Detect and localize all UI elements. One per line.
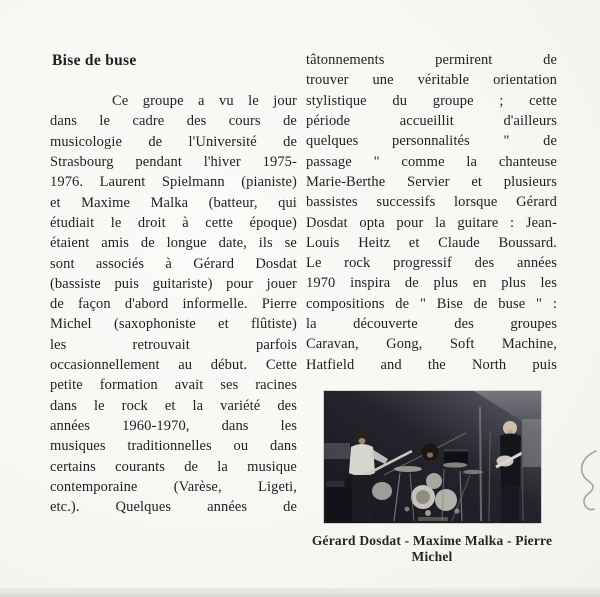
text-line: Caravan, Gong, Soft Machine, — [306, 336, 557, 353]
text-line: tâtonnements permirent de — [306, 52, 557, 68]
scan-artifact-squiggle — [576, 448, 600, 514]
text-line: dans le cadre des cours de — [50, 113, 297, 130]
left-text-column — [50, 93, 297, 520]
text-line: trouver une véritable orientation — [306, 72, 557, 89]
text-line: étudiait le droit à cette époque) — [50, 214, 297, 231]
scan-bottom-band — [0, 588, 600, 597]
text-line: certains courants de la musique — [50, 458, 297, 475]
text-line: etc.). Quelques années de — [50, 499, 297, 516]
text-line: petite formation avait ses racines — [50, 377, 297, 394]
text-line: Strasbourg pendant l'hiver 1975- — [50, 153, 297, 170]
text-line: les retrouvait parfois — [50, 336, 297, 353]
text-line: contemporaine (Varèse, Ligeti, — [50, 478, 297, 495]
text-line: (bassiste puis guitariste) pour jouer — [50, 275, 297, 292]
text-line: passage " comme la chanteuse — [306, 153, 557, 170]
page-title: Bise de buse — [52, 52, 137, 69]
photo-caption: Gérard Dosdat - Maxime Malka - Pierre Michel — [311, 533, 553, 564]
text-line: de façon d'abord informelle. Pierre — [50, 296, 297, 313]
text-line: stylistique du groupe ; cette — [306, 92, 557, 109]
text-line: et Maxime Malka (batteur, qui — [50, 194, 297, 211]
text-line: la découverte des groupes — [306, 316, 557, 333]
text-line: musiques traditionnelles ou dans — [50, 438, 297, 455]
text-line: musicologie de l'Université de — [50, 133, 297, 150]
band-photo-image — [324, 391, 541, 523]
text-line: Dosdat opta pour la guitare : Jean- — [306, 214, 557, 231]
text-line: compositions de " Bise de buse " : — [306, 295, 557, 312]
text-line: sont associés à Gérard Dosdat — [50, 255, 297, 272]
text-line: années 1960-1970, dans les — [50, 418, 297, 434]
text-line: Ce groupe a vu le jour — [112, 93, 297, 109]
right-text-column — [306, 52, 557, 377]
text-line: période accueillit d'ailleurs — [306, 112, 557, 129]
text-line: Marie-Berthe Servier et plusieurs — [306, 173, 557, 190]
text-line: 1976. Laurent Spielmann (pianiste) — [50, 174, 297, 191]
text-line: occasionnellement au début. Cette — [50, 357, 297, 374]
band-photo — [324, 391, 541, 523]
text-line: Hatfield and the North puis — [306, 356, 557, 373]
text-line: Michel (saxophoniste et flûtiste) — [50, 316, 297, 333]
text-line: Le rock progressif des années — [306, 255, 557, 272]
text-line: quelques personnalités " de — [306, 133, 557, 150]
text-line: Louis Heitz et Claude Boussard. — [306, 234, 557, 251]
text-line: 1970 inspira de plus en plus les — [306, 275, 557, 292]
text-line: dans le rock et la variété des — [50, 397, 297, 414]
text-line: étaient amis de longue date, ils se — [50, 235, 297, 252]
text-line: bassistes successifs lorsque Gérard — [306, 194, 557, 211]
